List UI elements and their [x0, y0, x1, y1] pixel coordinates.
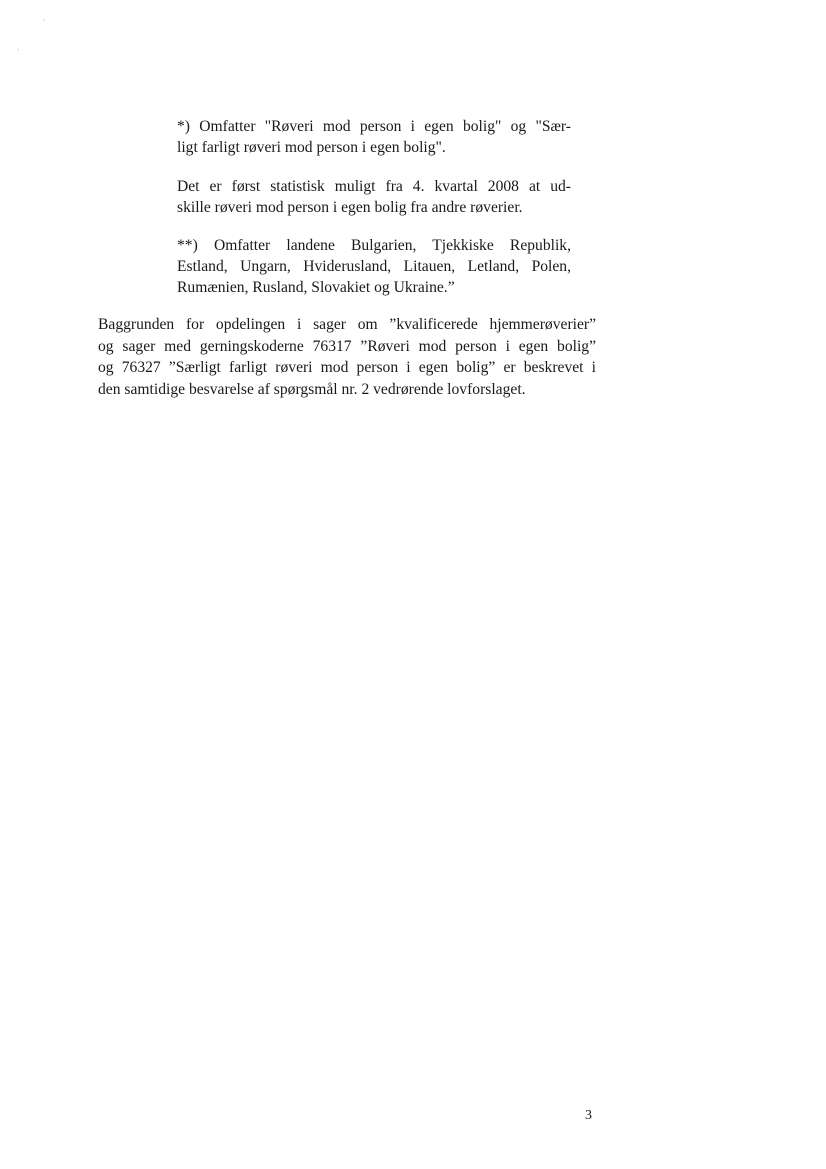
- text-line: Estland, Ungarn, Hviderusland, Litauen, Letland, Polen,: [177, 258, 571, 275]
- text-line: Rumænien, Rusland, Slovakiet og Ukraine.”: [177, 279, 455, 296]
- text-line: den samtidige besvarelse af spørgsmål nr. 2 vedrørende lovforslaget.: [98, 380, 526, 398]
- footnote-robbery-definition: [177, 116, 571, 158]
- text-line: **) Omfatter landene Bulgarien, Tjekkiske Republik,: [177, 237, 571, 254]
- text-line: og 76327 ”Særligt farligt røveri mod person i egen bolig” er beskrevet i: [98, 359, 596, 377]
- text-line: og sager med gerningskoderne 76317 ”Røveri mod person i egen bolig”: [98, 337, 596, 355]
- scan-artifact: ˏ: [11, 41, 21, 53]
- page-number: 3: [585, 1108, 592, 1123]
- footnote-countries: [177, 235, 571, 298]
- body-paragraph: [98, 314, 596, 400]
- text-line: skille røveri mod person i egen bolig fra andre røverier.: [177, 199, 523, 216]
- text-line: ligt farligt røveri mod person i egen bolig".: [177, 139, 446, 156]
- text-line: *) Omfatter "Røveri mod person i egen bolig" og "Sær-: [177, 118, 571, 135]
- scan-artifact: ˏ: [37, 11, 47, 23]
- text-line: Baggrunden for opdelingen i sager om ”kvalificerede hjemmerøverier”: [98, 316, 596, 333]
- text-line: Det er først statistisk muligt fra 4. kvartal 2008 at ud-: [177, 178, 571, 195]
- footnote-statistics-note: [177, 176, 571, 218]
